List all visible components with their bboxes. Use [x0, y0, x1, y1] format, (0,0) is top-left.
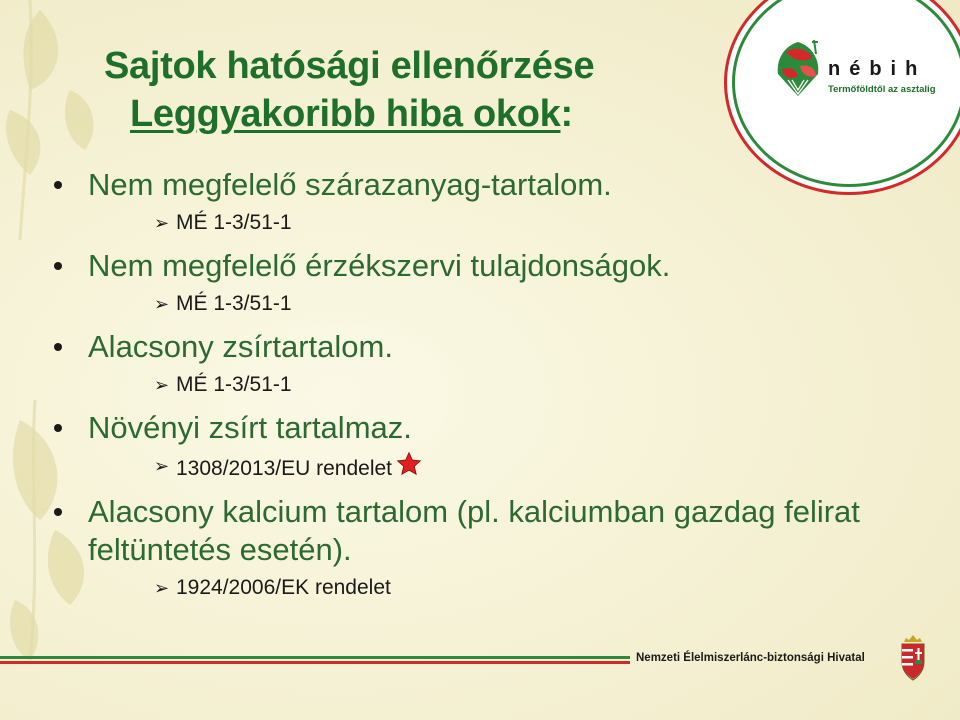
- logo-emblem-icon: [768, 36, 828, 102]
- sub-item: [154, 451, 934, 484]
- sub-item: [154, 208, 934, 238]
- bullet-item: Növényi zsírt tartalmaz.: [54, 409, 934, 447]
- bullet-item: Alacsony kalcium tartalom (pl. kalciumban gazdag felirat feltüntetés esetén).: [54, 493, 908, 569]
- arrow-bullet-icon: ➢: [154, 375, 170, 395]
- slide-title: [104, 42, 704, 138]
- red-star-icon: [396, 451, 422, 477]
- arrow-bullet-icon: ➢: [154, 213, 170, 233]
- bullet-item: Nem megfelelő szárazanyag-tartalom.: [54, 166, 934, 204]
- bullet-list: [54, 166, 934, 612]
- footer-org-name: Nemzeti Élelmiszerlánc-biztonsági Hivatal: [636, 652, 865, 664]
- arrow-bullet-icon: ➢: [154, 294, 170, 314]
- bullet-item: Alacsony zsírtartalom.: [54, 328, 934, 366]
- sub-item: [154, 289, 934, 319]
- title-colon: :: [560, 93, 573, 135]
- arrow-bullet-icon: ➢: [154, 578, 170, 598]
- bullet-item: Nem megfelelő érzékszervi tulajdonságok.: [54, 247, 934, 285]
- title-line-1: Sajtok hatósági ellenőrzése: [104, 45, 595, 87]
- sub-item-text: MÉ 1-3/51-1: [176, 211, 292, 234]
- sub-item-text: MÉ 1-3/51-1: [176, 292, 292, 315]
- sub-item-text: 1924/2006/EK rendelet: [176, 576, 391, 599]
- logo-tagline: Termőföldtől az asztalig: [828, 84, 936, 95]
- sub-item-text: MÉ 1-3/51-1: [176, 373, 292, 396]
- footer-stripes: [0, 656, 630, 668]
- logo-circle: [724, 0, 960, 195]
- logo-name: nébih: [828, 58, 927, 80]
- nebih-logo: [724, 0, 960, 195]
- title-underlined: Leggyakoribb hiba okok: [130, 93, 561, 135]
- sub-item: [154, 370, 934, 400]
- title-line-2: [104, 90, 704, 138]
- hungarian-coat-of-arms-icon: [898, 630, 928, 684]
- sub-item-text: 1308/2013/EU rendelet: [176, 457, 392, 480]
- sub-item: [154, 573, 934, 603]
- arrow-bullet-icon: ➢: [154, 456, 170, 476]
